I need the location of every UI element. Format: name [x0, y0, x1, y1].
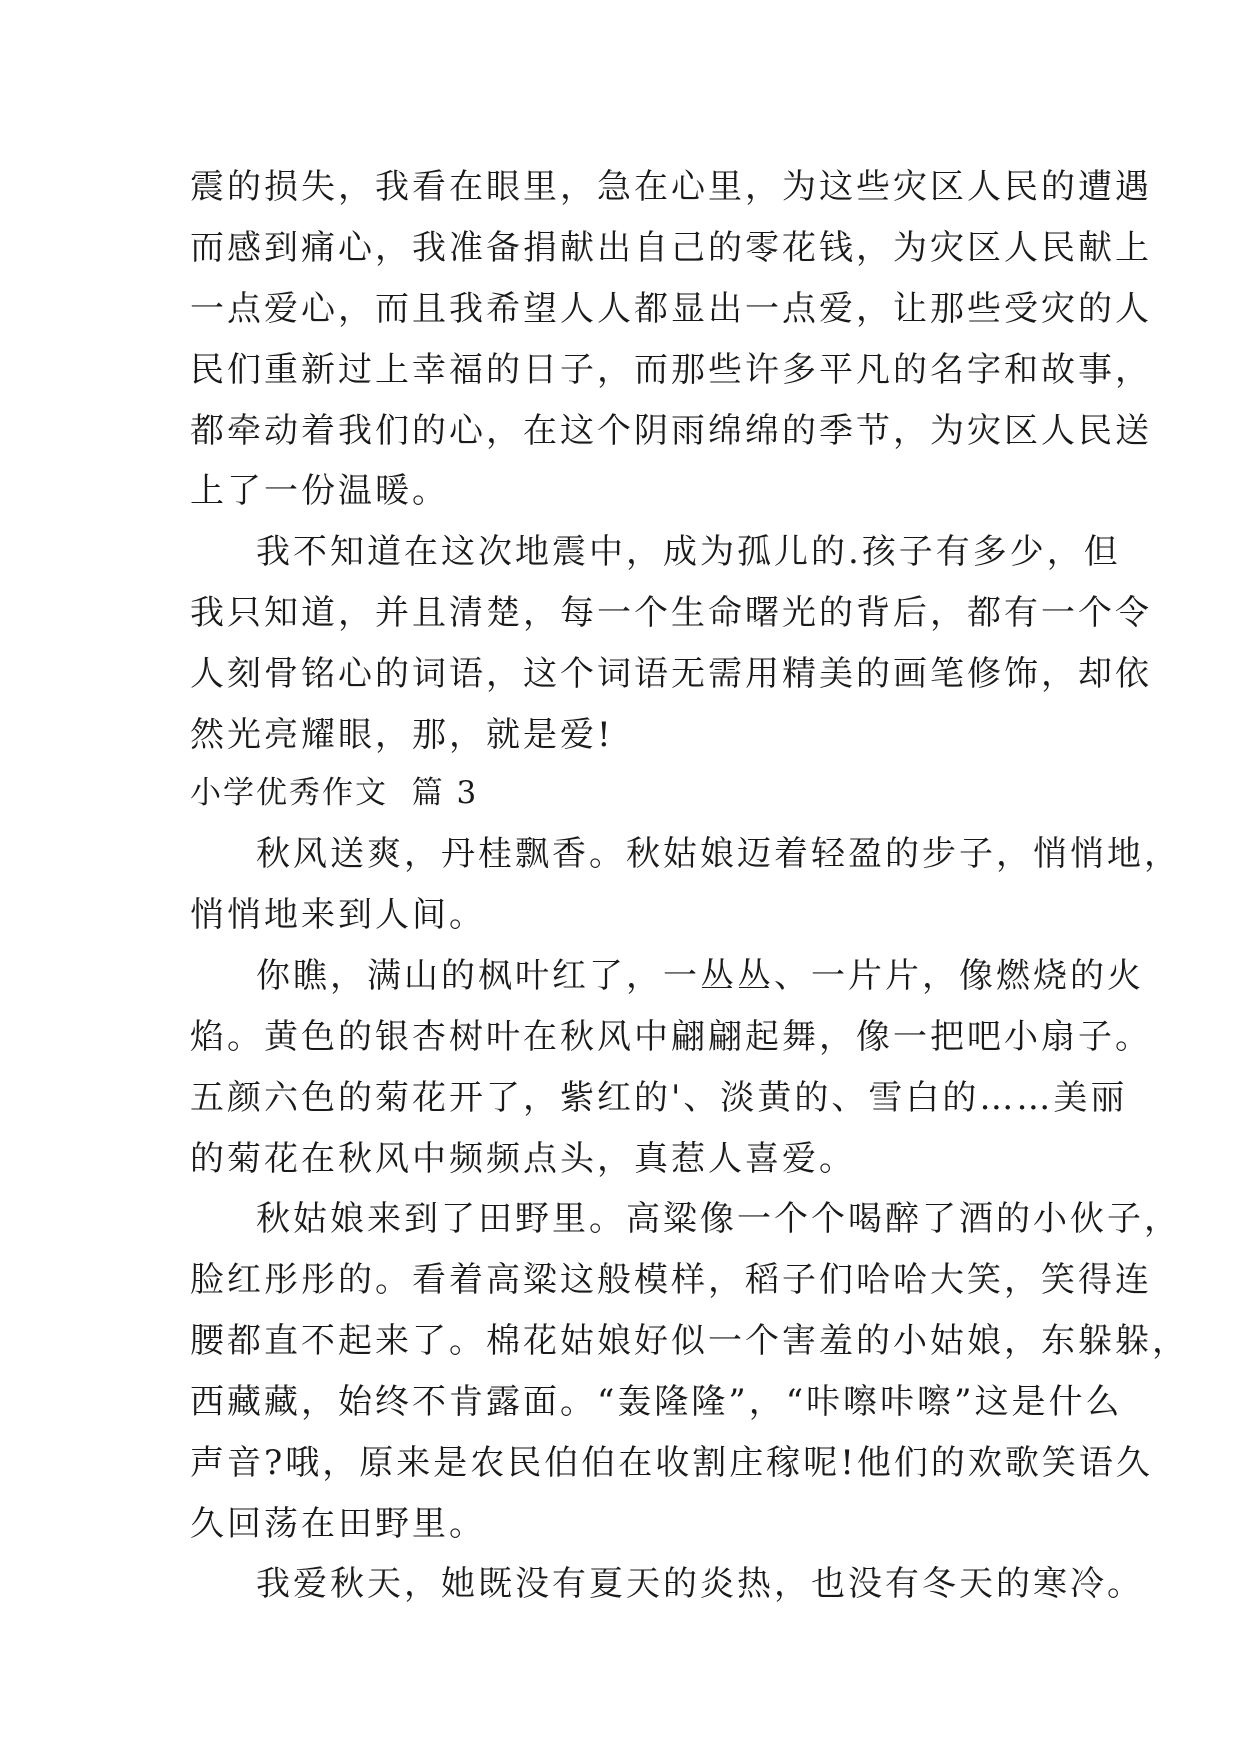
para4-line-4: 的菊花在秋风中频频点头，真惹人喜爱。 — [190, 1139, 856, 1179]
para1-line-2: 而感到痛心，我准备捐献出自己的零花钱，为灾区人民献上 — [190, 228, 1152, 268]
para5-line-5: 声音?哦，原来是农民伯伯在收割庄稼呢!他们的欢歌笑语久 — [190, 1443, 1153, 1483]
para4-line-3: 五颜六色的菊花开了，紫红的'、淡黄的、雪白的……美丽 — [190, 1078, 1128, 1118]
para1-line-6: 上了一份温暖。 — [190, 471, 449, 511]
para1-line-1: 震的损失，我看在眼里，急在心里，为这些灾区人民的遭遇 — [190, 167, 1152, 207]
para2-line-4: 然光亮耀眼，那，就是爱! — [190, 715, 614, 755]
para5-line-3: 腰都直不起来了。棉花姑娘好似一个害羞的小姑娘，东躲躲， — [190, 1321, 1189, 1361]
para5-line-4: 西藏藏，始终不肯露面。“轰隆隆”，“咔嚓咔嚓”这是什么 — [190, 1382, 1123, 1422]
para2-line-2: 我只知道，并且清楚，每一个生命曙光的背后，都有一个令 — [190, 593, 1152, 633]
para6-line-1: 我爱秋天，她既没有夏天的炎热，也没有冬天的寒冷。 — [256, 1564, 1144, 1604]
para3-line-1: 秋风送爽，丹桂飘香。秋姑娘迈着轻盈的步子，悄悄地， — [256, 834, 1181, 874]
para5-line-6: 久回荡在田野里。 — [190, 1504, 486, 1544]
para5-line-1: 秋姑娘来到了田野里。高粱像一个个喝醉了酒的小伙子， — [256, 1199, 1181, 1239]
para4-line-2: 焰。黄色的银杏树叶在秋风中翩翩起舞，像一把吧小扇子。 — [190, 1017, 1152, 1057]
section-heading: 小学优秀作文 篇 3 — [190, 775, 479, 811]
para5-line-2: 脸红彤彤的。看着高粱这般模样，稻子们哈哈大笑，笑得连 — [190, 1260, 1152, 1300]
para1-line-3: 一点爱心，而且我希望人人都显出一点爱，让那些受灾的人 — [190, 289, 1152, 329]
para2-line-1: 我不知道在这次地震中，成为孤儿的.孩子有多少，但 — [256, 532, 1121, 572]
para4-line-1: 你瞧，满山的枫叶红了，一丛丛、一片片，像燃烧的火 — [256, 956, 1144, 996]
para1-line-5: 都牵动着我们的心，在这个阴雨绵绵的季节，为灾区人民送 — [190, 411, 1152, 451]
para2-line-3: 人刻骨铭心的词语，这个词语无需用精美的画笔修饰，却依 — [190, 654, 1152, 694]
para3-line-2: 悄悄地来到人间。 — [190, 895, 486, 935]
para1-line-4: 民们重新过上幸福的日子，而那些许多平凡的名字和故事， — [190, 350, 1152, 390]
